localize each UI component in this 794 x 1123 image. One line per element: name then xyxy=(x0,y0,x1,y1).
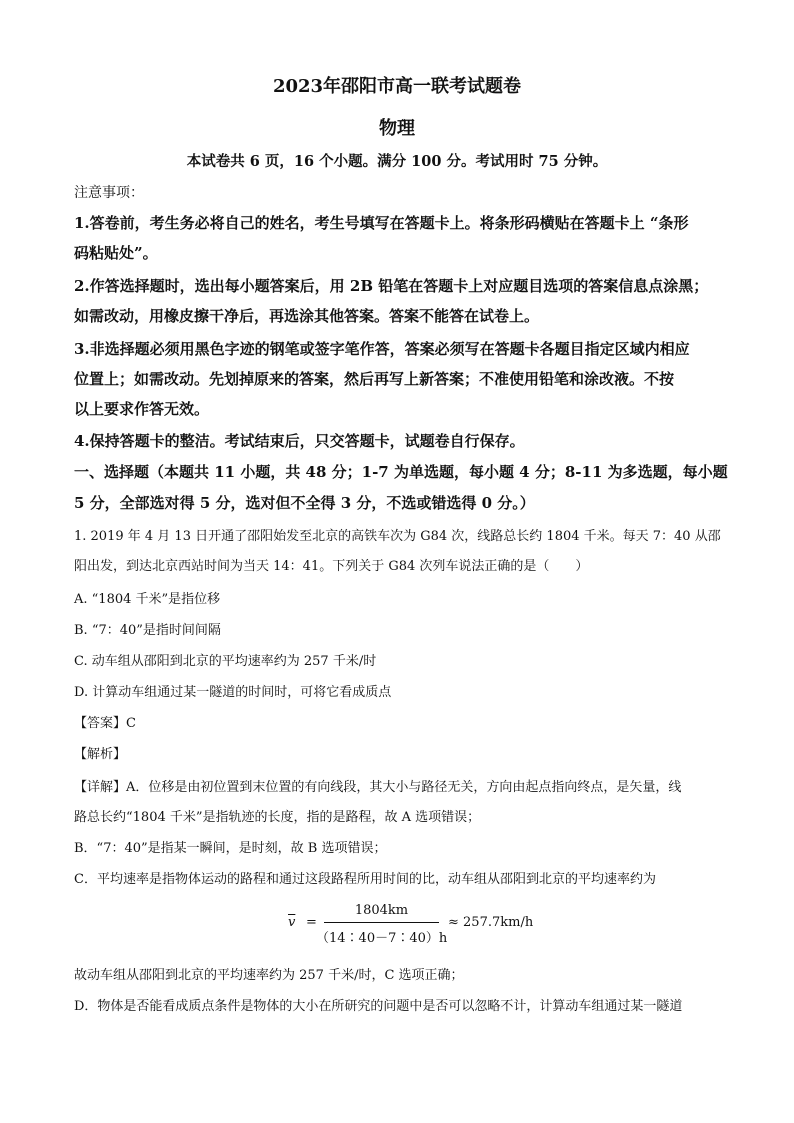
section-heading-line: 5 分，全部选对得 5 分，选对但不全得 3 分，不选或错选得 0 分。） xyxy=(74,494,535,512)
analysis-heading: 【解析】 xyxy=(74,747,127,762)
notice-line: 1.答卷前，考生务必将自己的姓名，考生号填写在答题卡上。将条形码横贴在答题卡上 “条形 xyxy=(74,214,689,232)
notice-line: 位置上；如需改动。先划掉原来的答案，然后再写上新答案；不准使用铅笔和涂改液。不按 xyxy=(74,370,675,388)
notice-line: 2.作答选择题时，选出每小题答案后，用 2B 铅笔在答题卡上对应题目选项的答案信息点涂黑； xyxy=(74,277,709,295)
exam-title: 2023年邵阳市高一联考试题卷 xyxy=(272,76,522,97)
notice-line: 3.非选择题必须用黑色字迹的钢笔或签字笔作答，答案必须写在答题卡各题目指定区域内相应 xyxy=(74,340,690,358)
analysis-line: 故动车组从邵阳到北京的平均速率约为 257 千米/时，C 选项正确； xyxy=(74,968,464,983)
notice-line: 码粘贴处”。 xyxy=(74,244,158,262)
notice-heading: 注意事项： xyxy=(74,185,144,201)
notice-line: 如需改动，用橡皮擦干净后，再选涂其他答案。答案不能答在试卷上。 xyxy=(74,307,540,325)
option-b: B. “7：40”是指时间间隔 xyxy=(74,623,221,638)
fraction-bar xyxy=(324,922,439,923)
formula-lhs: $\overline{v}$ xyxy=(288,915,296,930)
formula-equals: = xyxy=(306,915,317,930)
answer-line: 【答案】C xyxy=(74,716,136,731)
section-heading-line: 一、选择题（本题共 11 小题，共 48 分；1-7 为单选题，每小题 4 分；8-11 为多选题，每小题 xyxy=(74,463,728,481)
analysis-line: B．“7：40”是指某一瞬间，是时刻，故 B 选项错误； xyxy=(74,841,387,856)
option-c: C. 动车组从邵阳到北京的平均速率约为 257 千米/时 xyxy=(74,654,377,669)
analysis-line: D．物体是否能看成质点条件是物体的大小在所研究的问题中是否可以忽略不计，计算动车组通过某一隧道 xyxy=(74,999,683,1014)
formula-numerator: 1804km xyxy=(354,903,409,918)
question-stem-line: 阳出发，到达北京西站时间为当天 14：41。下列关于 G84 次列车说法正确的是（ ） xyxy=(74,559,589,574)
option-d: D. 计算动车组通过某一隧道的时间时，可将它看成质点 xyxy=(74,685,392,700)
analysis-line: C．平均速率是指物体运动的路程和通过这段路程所用时间的比，动车组从邵阳到北京的平均速率约为 xyxy=(74,872,656,887)
analysis-line: 路总长约“1804 千米”是指轨迹的长度，指的是路程，故 A 选项错误； xyxy=(74,810,481,825)
option-a: A. “1804 千米”是指位移 xyxy=(74,592,221,607)
analysis-line: 【详解】A．位移是由初位置到末位置的有向线段，其大小与路径无关，方向由起点指向终点，是矢量，线 xyxy=(74,780,682,795)
notice-line: 4.保持答题卡的整洁。考试结束后，只交答题卡，试题卷自行保存。 xyxy=(74,432,525,450)
formula-result: ≈ 257.7km/h xyxy=(448,915,534,930)
formula-denominator: （14∶40－7∶40）h xyxy=(316,931,448,946)
exam-info: 本试卷共 6 页，16 个小题。满分 100 分。考试用时 75 分钟。 xyxy=(186,153,608,170)
average-speed-formula xyxy=(288,903,534,946)
notice-line: 以上要求作答无效。 xyxy=(74,400,210,418)
subject-title: 物理 xyxy=(379,118,415,139)
question-stem-line: 1. 2019 年 4 月 13 日开通了邵阳始发至北京的高铁车次为 G84 次，线路总长约 1804 千米。每天 7：40 从邵 xyxy=(74,529,721,544)
